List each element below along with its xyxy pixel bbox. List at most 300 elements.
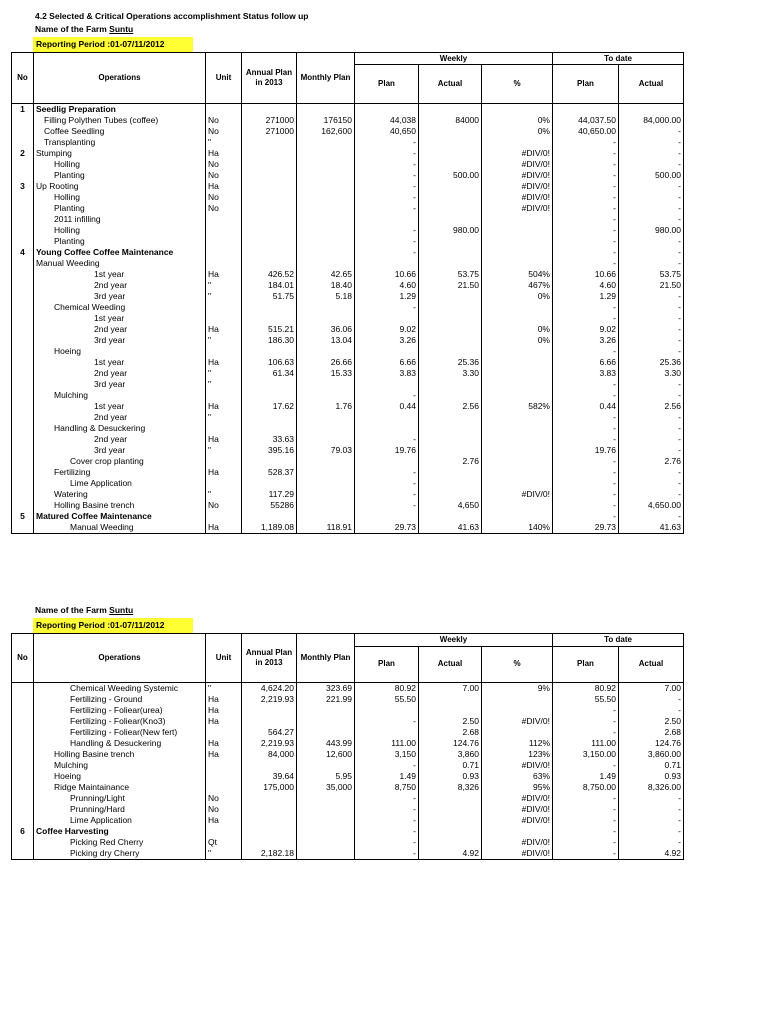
cell-operation: Holling [34, 159, 206, 170]
table-row [12, 716, 684, 727]
cell-monthly-plan [297, 236, 355, 247]
cell-annual-plan [242, 170, 297, 181]
cell-todate-actual: - [619, 137, 684, 148]
cell-annual-plan [242, 181, 297, 192]
cell-monthly-plan [297, 500, 355, 511]
cell-operation: 1st year [34, 269, 206, 280]
cell-monthly-plan: 443.99 [297, 738, 355, 749]
cell-weekly-actual [419, 148, 482, 159]
cell-weekly-actual [419, 815, 482, 826]
col-header-unit: Unit [206, 634, 242, 683]
cell-weekly-plan: - [355, 192, 419, 203]
cell-unit [206, 826, 242, 837]
cell-monthly-plan: 1.76 [297, 401, 355, 412]
cell-weekly-plan: 55.50 [355, 694, 419, 705]
cell-todate-plan: - [553, 511, 619, 522]
cell-operation: Picking Red Cherry [34, 837, 206, 848]
cell-todate-plan: 9.02 [553, 324, 619, 335]
cell-todate-plan: - [553, 705, 619, 716]
cell-unit: Ha [206, 401, 242, 412]
cell-todate-plan: 4.60 [553, 280, 619, 291]
cell-no [12, 716, 34, 727]
cell-monthly-plan [297, 247, 355, 258]
cell-annual-plan: 17.62 [242, 401, 297, 412]
cell-weekly-pct [482, 467, 553, 478]
table-row [12, 848, 684, 860]
cell-monthly-plan [297, 423, 355, 434]
cell-operation: 3rd year [34, 445, 206, 456]
cell-weekly-pct [482, 727, 553, 738]
cell-weekly-actual [419, 804, 482, 815]
cell-operation: Planting [34, 203, 206, 214]
cell-monthly-plan [297, 793, 355, 804]
cell-unit: Ha [206, 716, 242, 727]
cell-unit: Ha [206, 522, 242, 534]
cell-weekly-plan: 40,650 [355, 126, 419, 137]
cell-monthly-plan [297, 379, 355, 390]
cell-todate-actual: - [619, 148, 684, 159]
cell-weekly-pct [482, 357, 553, 368]
cell-weekly-plan: - [355, 434, 419, 445]
cell-weekly-plan: 3.26 [355, 335, 419, 346]
cell-operation: Coffee Harvesting [34, 826, 206, 837]
cell-weekly-pct: 504% [482, 269, 553, 280]
cell-unit: " [206, 335, 242, 346]
cell-no [12, 159, 34, 170]
cell-monthly-plan: 323.69 [297, 683, 355, 695]
cell-operation: 2nd year [34, 412, 206, 423]
cell-no [12, 170, 34, 181]
cell-annual-plan: 117.29 [242, 489, 297, 500]
cell-no [12, 478, 34, 489]
cell-todate-actual: 8,326.00 [619, 782, 684, 793]
cell-weekly-actual: 0.93 [419, 771, 482, 782]
cell-no [12, 683, 34, 695]
cell-weekly-pct: #DIV/0! [482, 203, 553, 214]
cell-weekly-pct [482, 379, 553, 390]
table-row [12, 104, 684, 116]
cell-no [12, 848, 34, 860]
cell-todate-actual: - [619, 258, 684, 269]
cell-weekly-pct [482, 247, 553, 258]
cell-annual-plan: 51.75 [242, 291, 297, 302]
cell-no [12, 214, 34, 225]
cell-monthly-plan: 221.99 [297, 694, 355, 705]
cell-weekly-actual: 2.68 [419, 727, 482, 738]
cell-weekly-actual [419, 291, 482, 302]
cell-operation: 2nd year [34, 368, 206, 379]
cell-todate-plan: 3.26 [553, 335, 619, 346]
cell-monthly-plan [297, 727, 355, 738]
cell-operation: 2nd year [34, 434, 206, 445]
cell-operation: 2011 infilling [34, 214, 206, 225]
table-row [12, 192, 684, 203]
cell-unit [206, 782, 242, 793]
cell-todate-actual: 41.63 [619, 522, 684, 534]
cell-operation: Fertilizing - Foliear(Kno3) [34, 716, 206, 727]
cell-weekly-plan: 3.83 [355, 368, 419, 379]
cell-annual-plan [242, 716, 297, 727]
cell-todate-plan: - [553, 159, 619, 170]
reporting-period: Reporting Period :01-07/11/2012 [33, 37, 193, 52]
table-row [12, 170, 684, 181]
cell-annual-plan: 106.63 [242, 357, 297, 368]
cell-todate-actual: - [619, 837, 684, 848]
cell-unit: Ha [206, 749, 242, 760]
cell-operation: Planting [34, 236, 206, 247]
cell-operation: 1st year [34, 313, 206, 324]
cell-weekly-actual [419, 489, 482, 500]
cell-operation: Manual Weeding [34, 522, 206, 534]
table-row [12, 258, 684, 269]
cell-weekly-plan: 1.29 [355, 291, 419, 302]
cell-unit: Ha [206, 815, 242, 826]
cell-todate-actual: 53.75 [619, 269, 684, 280]
col-header-weekly-pct: % [482, 646, 553, 683]
cell-weekly-plan: - [355, 225, 419, 236]
table-row [12, 357, 684, 368]
cell-weekly-pct [482, 423, 553, 434]
cell-operation: Hoeing [34, 771, 206, 782]
cell-operation: Coffee Seedling [34, 126, 206, 137]
cell-weekly-actual [419, 467, 482, 478]
cell-no: 6 [12, 826, 34, 837]
cell-annual-plan [242, 793, 297, 804]
cell-unit: No [206, 793, 242, 804]
cell-weekly-pct: #DIV/0! [482, 192, 553, 203]
cell-operation: Young Coffee Coffee Maintenance [34, 247, 206, 258]
cell-unit [206, 214, 242, 225]
cell-no: 5 [12, 511, 34, 522]
cell-todate-plan: - [553, 489, 619, 500]
cell-monthly-plan [297, 467, 355, 478]
table-row [12, 793, 684, 804]
table-row [12, 467, 684, 478]
cell-weekly-plan: - [355, 716, 419, 727]
cell-monthly-plan [297, 478, 355, 489]
cell-unit: " [206, 489, 242, 500]
cell-weekly-plan [355, 727, 419, 738]
cell-annual-plan: 33.63 [242, 434, 297, 445]
cell-todate-actual: - [619, 815, 684, 826]
cell-weekly-actual: 0.71 [419, 760, 482, 771]
cell-todate-actual: - [619, 793, 684, 804]
cell-operation: 2nd year [34, 324, 206, 335]
cell-weekly-actual [419, 478, 482, 489]
farm-name-line-2 [35, 605, 133, 615]
table-row [12, 522, 684, 534]
cell-todate-actual: 0.71 [619, 760, 684, 771]
cell-weekly-plan: 80.92 [355, 683, 419, 695]
cell-annual-plan [242, 826, 297, 837]
cell-todate-plan: 55.50 [553, 694, 619, 705]
cell-todate-plan: 29.73 [553, 522, 619, 534]
cell-weekly-actual: 8,326 [419, 782, 482, 793]
cell-weekly-plan: - [355, 236, 419, 247]
cell-todate-plan: - [553, 500, 619, 511]
cell-todate-actual: - [619, 192, 684, 203]
cell-unit [206, 104, 242, 116]
cell-weekly-plan: 9.02 [355, 324, 419, 335]
table-row [12, 335, 684, 346]
cell-annual-plan [242, 705, 297, 716]
cell-annual-plan: 515.21 [242, 324, 297, 335]
cell-monthly-plan [297, 456, 355, 467]
cell-operation: Manual Weeding [34, 258, 206, 269]
cell-todate-plan: - [553, 302, 619, 313]
cell-todate-plan: - [553, 170, 619, 181]
cell-weekly-pct: #DIV/0! [482, 489, 553, 500]
cell-annual-plan [242, 247, 297, 258]
cell-monthly-plan: 26.66 [297, 357, 355, 368]
cell-todate-actual: - [619, 214, 684, 225]
cell-todate-plan: - [553, 247, 619, 258]
cell-unit: Ha [206, 357, 242, 368]
cell-no [12, 423, 34, 434]
farm-name-line [35, 24, 133, 34]
cell-weekly-plan: - [355, 793, 419, 804]
cell-monthly-plan [297, 716, 355, 727]
cell-todate-actual: - [619, 159, 684, 170]
col-header-todate-plan: Plan [553, 646, 619, 683]
cell-weekly-plan: - [355, 837, 419, 848]
cell-weekly-plan [355, 214, 419, 225]
cell-todate-actual: - [619, 203, 684, 214]
table-row [12, 225, 684, 236]
cell-operation: Ridge Maintainance [34, 782, 206, 793]
table-row [12, 324, 684, 335]
cell-annual-plan: 271000 [242, 126, 297, 137]
cell-weekly-pct: #DIV/0! [482, 793, 553, 804]
cell-no [12, 137, 34, 148]
cell-todate-plan: - [553, 804, 619, 815]
cell-no: 3 [12, 181, 34, 192]
cell-operation: Transplanting [34, 137, 206, 148]
col-header-operations: Operations [34, 53, 206, 104]
table-row [12, 269, 684, 280]
cell-monthly-plan [297, 804, 355, 815]
cell-weekly-actual [419, 159, 482, 170]
cell-unit: " [206, 291, 242, 302]
cell-monthly-plan [297, 848, 355, 860]
cell-annual-plan: 395.16 [242, 445, 297, 456]
cell-weekly-pct: 95% [482, 782, 553, 793]
table-row [12, 181, 684, 192]
cell-weekly-pct: #DIV/0! [482, 837, 553, 848]
cell-annual-plan [242, 258, 297, 269]
cell-no [12, 467, 34, 478]
cell-weekly-actual [419, 793, 482, 804]
table-row [12, 302, 684, 313]
cell-monthly-plan [297, 225, 355, 236]
cell-weekly-pct [482, 390, 553, 401]
cell-weekly-plan: - [355, 247, 419, 258]
table-row [12, 782, 684, 793]
cell-no [12, 192, 34, 203]
cell-weekly-actual [419, 445, 482, 456]
cell-operation: 3rd year [34, 335, 206, 346]
cell-weekly-actual: 4,650 [419, 500, 482, 511]
cell-weekly-plan: - [355, 170, 419, 181]
cell-weekly-actual [419, 390, 482, 401]
cell-todate-actual: 25.36 [619, 357, 684, 368]
operations-table-2 [11, 633, 684, 860]
cell-todate-actual: - [619, 467, 684, 478]
cell-operation: Watering [34, 489, 206, 500]
table-row [12, 749, 684, 760]
cell-weekly-actual [419, 379, 482, 390]
cell-unit: " [206, 379, 242, 390]
cell-weekly-plan: 29.73 [355, 522, 419, 534]
cell-weekly-actual [419, 126, 482, 137]
operations-table-1 [11, 52, 684, 534]
col-header-no: No [12, 634, 34, 683]
cell-weekly-actual [419, 511, 482, 522]
cell-unit: Ha [206, 738, 242, 749]
cell-no [12, 203, 34, 214]
cell-unit [206, 236, 242, 247]
farm-label: Name of the Farm [35, 24, 107, 34]
cell-weekly-plan: 10.66 [355, 269, 419, 280]
cell-annual-plan: 2,219.93 [242, 738, 297, 749]
cell-annual-plan [242, 379, 297, 390]
cell-monthly-plan [297, 258, 355, 269]
cell-no [12, 357, 34, 368]
cell-no [12, 760, 34, 771]
cell-weekly-pct [482, 302, 553, 313]
cell-operation: Planting [34, 170, 206, 181]
cell-unit [206, 423, 242, 434]
cell-todate-plan: 19.76 [553, 445, 619, 456]
cell-weekly-plan [355, 379, 419, 390]
cell-monthly-plan: 13.04 [297, 335, 355, 346]
table-row [12, 837, 684, 848]
cell-todate-actual: 84,000.00 [619, 115, 684, 126]
cell-annual-plan: 528.37 [242, 467, 297, 478]
cell-monthly-plan [297, 181, 355, 192]
cell-monthly-plan [297, 170, 355, 181]
cell-operation: Fertilizing [34, 467, 206, 478]
cell-no [12, 738, 34, 749]
cell-operation: Fertilizing - Ground [34, 694, 206, 705]
cell-annual-plan [242, 423, 297, 434]
cell-weekly-pct: 9% [482, 683, 553, 695]
cell-todate-actual: - [619, 804, 684, 815]
cell-todate-actual: 4.92 [619, 848, 684, 860]
cell-monthly-plan [297, 760, 355, 771]
cell-annual-plan [242, 815, 297, 826]
cell-no [12, 727, 34, 738]
cell-weekly-actual: 2.76 [419, 456, 482, 467]
cell-todate-actual: - [619, 705, 684, 716]
cell-weekly-plan [355, 258, 419, 269]
cell-annual-plan: 564.27 [242, 727, 297, 738]
cell-weekly-pct: #DIV/0! [482, 148, 553, 159]
cell-operation: 2nd year [34, 280, 206, 291]
cell-weekly-plan: - [355, 390, 419, 401]
col-header-no: No [12, 53, 34, 104]
cell-weekly-pct: #DIV/0! [482, 815, 553, 826]
cell-todate-plan: - [553, 313, 619, 324]
cell-weekly-plan: 1.49 [355, 771, 419, 782]
cell-unit [206, 760, 242, 771]
cell-no [12, 236, 34, 247]
cell-operation: Prunning/Light [34, 793, 206, 804]
cell-monthly-plan [297, 705, 355, 716]
cell-unit: No [206, 203, 242, 214]
cell-monthly-plan: 42.65 [297, 269, 355, 280]
cell-operation: Chemical Weeding Systemic [34, 683, 206, 695]
cell-unit [206, 302, 242, 313]
cell-monthly-plan [297, 148, 355, 159]
cell-todate-plan: 40,650.00 [553, 126, 619, 137]
cell-unit: Ha [206, 148, 242, 159]
cell-annual-plan: 2,219.93 [242, 694, 297, 705]
col-header-weekly-plan: Plan [355, 646, 419, 683]
cell-weekly-pct [482, 236, 553, 247]
cell-weekly-pct: 0% [482, 324, 553, 335]
cell-todate-actual: 124.76 [619, 738, 684, 749]
cell-todate-plan: - [553, 214, 619, 225]
cell-weekly-plan: - [355, 467, 419, 478]
cell-annual-plan [242, 390, 297, 401]
cell-weekly-plan: 6.66 [355, 357, 419, 368]
table-row [12, 379, 684, 390]
cell-monthly-plan [297, 302, 355, 313]
cell-monthly-plan [297, 104, 355, 116]
cell-operation: Stumping [34, 148, 206, 159]
cell-todate-plan: - [553, 203, 619, 214]
cell-unit [206, 511, 242, 522]
cell-annual-plan [242, 412, 297, 423]
cell-weekly-actual [419, 313, 482, 324]
cell-operation: Fertilizing - Foliear(urea) [34, 705, 206, 716]
cell-weekly-plan: 3,150 [355, 749, 419, 760]
cell-weekly-pct: 0% [482, 126, 553, 137]
cell-annual-plan [242, 159, 297, 170]
cell-monthly-plan [297, 826, 355, 837]
cell-weekly-actual [419, 104, 482, 116]
cell-monthly-plan [297, 203, 355, 214]
col-header-todate-plan: Plan [553, 65, 619, 104]
cell-todate-actual: 4,650.00 [619, 500, 684, 511]
cell-todate-actual: 7.00 [619, 683, 684, 695]
col-header-weekly: Weekly [355, 634, 553, 647]
cell-todate-plan: - [553, 412, 619, 423]
cell-no [12, 346, 34, 357]
cell-monthly-plan [297, 837, 355, 848]
table-row [12, 511, 684, 522]
cell-annual-plan: 175,000 [242, 782, 297, 793]
cell-monthly-plan [297, 159, 355, 170]
cell-operation: Fertilizing - Foliear(New fert) [34, 727, 206, 738]
cell-unit: Qt [206, 837, 242, 848]
cell-weekly-plan: - [355, 478, 419, 489]
cell-todate-plan: 1.29 [553, 291, 619, 302]
cell-todate-plan: - [553, 727, 619, 738]
cell-monthly-plan: 15.33 [297, 368, 355, 379]
cell-no [12, 434, 34, 445]
cell-weekly-actual [419, 837, 482, 848]
table-row [12, 694, 684, 705]
cell-weekly-plan [355, 456, 419, 467]
cell-todate-actual: - [619, 434, 684, 445]
table-row [12, 815, 684, 826]
cell-todate-actual: - [619, 478, 684, 489]
cell-monthly-plan: 18.40 [297, 280, 355, 291]
cell-weekly-plan: 8,750 [355, 782, 419, 793]
cell-no [12, 771, 34, 782]
